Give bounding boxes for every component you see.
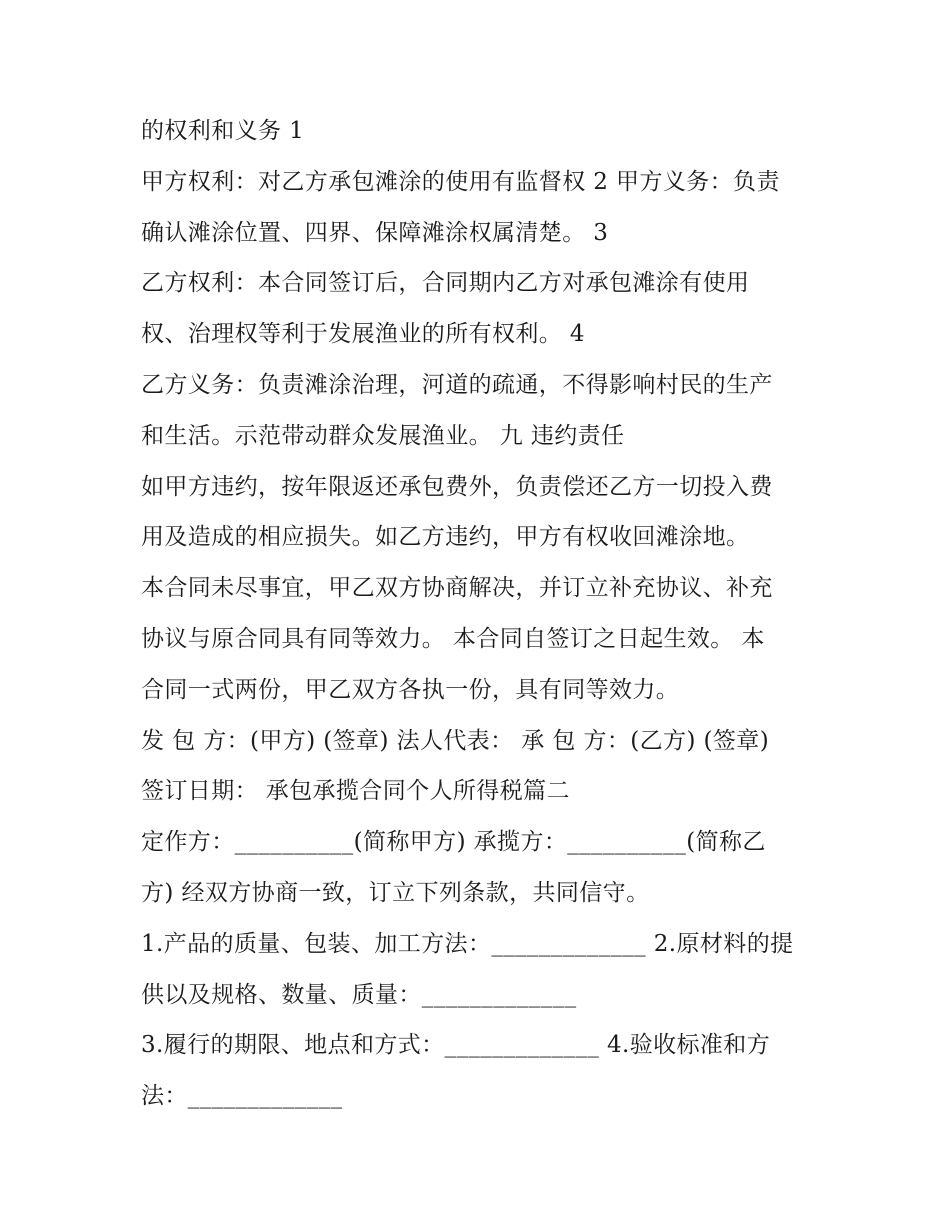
text-line: 本合同未尽事宜，甲乙双方协商解决，并订立补充协议、补充	[141, 575, 773, 602]
text-line: 甲方权利：对乙方承包滩涂的使用有监督权 2 甲方义务：负责	[141, 168, 780, 195]
text-line: 用及造成的相应损失。如乙方违约，甲方有权收回滩涂地。	[141, 524, 750, 551]
text-line: 定作方：__________(简称甲方) 承揽方：__________(简称乙	[141, 829, 766, 856]
text-line: 合同一式两份，甲乙双方各执一份，具有同等效力。	[141, 676, 680, 703]
date-and-heading-line: 签订日期： 承包承揽合同个人所得税篇二	[141, 778, 570, 805]
text-line: 的权利和义务 1	[141, 118, 305, 144]
text-line: 乙方权利：本合同签订后，合同期内乙方对承包滩涂有使用	[141, 270, 750, 297]
text-line: 协议与原合同具有同等效力。 本合同自签订之日起生效。 本	[141, 625, 765, 652]
document-body	[141, 106, 821, 1122]
text-line: 3.履行的期限、地点和方式：_____________ 4.验收标准和方	[141, 1032, 771, 1059]
text-line: 乙方义务：负责滩涂治理，河道的疏通，不得影响村民的生产	[141, 371, 773, 398]
text-line: 和生活。示范带动群众发展渔业。 九 违约责任	[141, 422, 625, 449]
text-line: 确认滩涂位置、四界、保障滩涂权属清楚。 3	[141, 219, 609, 246]
text-line: 方) 经双方协商一致，订立下列条款，共同信守。	[141, 879, 650, 906]
text-line: 如甲方违约，按年限返还承包费外，负责偿还乙方一切投入费	[141, 473, 773, 500]
text-line: 供以及规格、数量、质量：_____________	[141, 981, 577, 1008]
signature-line: 发 包 方：(甲方) (签章) 法人代表： 承 包 方：(乙方) (签章)	[141, 727, 770, 754]
text-line: 1.产品的质量、包装、加工方法：_____________ 2.原材料的提	[141, 930, 794, 957]
text-line: 权、治理权等利于发展渔业的所有权利。 4	[141, 321, 585, 348]
text-line: 法：_____________	[141, 1083, 343, 1110]
